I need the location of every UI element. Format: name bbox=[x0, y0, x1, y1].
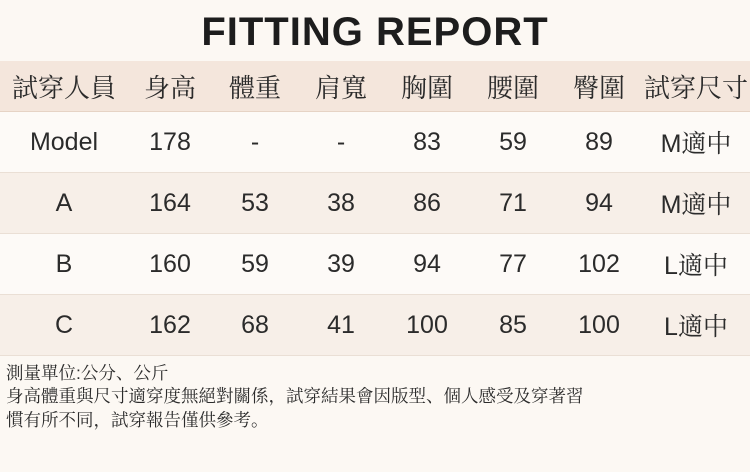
column-header-hip: 臀圍 bbox=[556, 61, 642, 112]
cell-height: 178 bbox=[128, 112, 212, 173]
table-body bbox=[0, 112, 750, 356]
cell-weight: 53 bbox=[212, 173, 298, 234]
cell-bust: 86 bbox=[384, 173, 470, 234]
table-header-row bbox=[0, 61, 750, 112]
column-header-weight: 體重 bbox=[212, 61, 298, 112]
footnote-disclaimer-line2: 慣有所不同，試穿報告僅供參考。 bbox=[6, 409, 269, 430]
cell-weight: - bbox=[212, 112, 298, 173]
footnote-disclaimer-line1: 身高體重與尺寸適穿度無絕對關係，試穿結果會因版型、個人感受及穿著習 bbox=[6, 386, 584, 407]
cell-bust: 83 bbox=[384, 112, 470, 173]
table-row bbox=[0, 234, 750, 295]
cell-height: 164 bbox=[128, 173, 212, 234]
cell-shoulder: 39 bbox=[298, 234, 384, 295]
cell-person: C bbox=[0, 295, 128, 356]
cell-waist: 85 bbox=[470, 295, 556, 356]
cell-person: Model bbox=[0, 112, 128, 173]
cell-hip: 94 bbox=[556, 173, 642, 234]
footnotes bbox=[0, 356, 750, 432]
cell-person: B bbox=[0, 234, 128, 295]
cell-shoulder: 41 bbox=[298, 295, 384, 356]
page-title: FITTING REPORT bbox=[201, 10, 549, 54]
cell-size: L適中 bbox=[642, 234, 750, 295]
column-header-height: 身高 bbox=[128, 61, 212, 112]
footnote-units: 測量單位:公分、公斤 bbox=[6, 363, 169, 383]
cell-height: 162 bbox=[128, 295, 212, 356]
cell-bust: 94 bbox=[384, 234, 470, 295]
column-header-person: 試穿人員 bbox=[0, 61, 128, 112]
column-header-shoulder: 肩寬 bbox=[298, 61, 384, 112]
cell-shoulder: 38 bbox=[298, 173, 384, 234]
cell-weight: 59 bbox=[212, 234, 298, 295]
cell-size: L適中 bbox=[642, 295, 750, 356]
table-row bbox=[0, 173, 750, 234]
table-row bbox=[0, 295, 750, 356]
cell-waist: 59 bbox=[470, 112, 556, 173]
cell-hip: 100 bbox=[556, 295, 642, 356]
column-header-size: 試穿尺寸 bbox=[642, 61, 750, 112]
cell-size: M適中 bbox=[642, 173, 750, 234]
cell-weight: 68 bbox=[212, 295, 298, 356]
cell-person: A bbox=[0, 173, 128, 234]
column-header-waist: 腰圍 bbox=[470, 61, 556, 112]
cell-waist: 77 bbox=[470, 234, 556, 295]
cell-hip: 89 bbox=[556, 112, 642, 173]
cell-bust: 100 bbox=[384, 295, 470, 356]
column-header-bust: 胸圍 bbox=[384, 61, 470, 112]
table-header bbox=[0, 61, 750, 112]
cell-hip: 102 bbox=[556, 234, 642, 295]
cell-size: M適中 bbox=[642, 112, 750, 173]
cell-height: 160 bbox=[128, 234, 212, 295]
table-row bbox=[0, 112, 750, 173]
cell-shoulder: - bbox=[298, 112, 384, 173]
cell-waist: 71 bbox=[470, 173, 556, 234]
fitting-report-table bbox=[0, 61, 750, 356]
